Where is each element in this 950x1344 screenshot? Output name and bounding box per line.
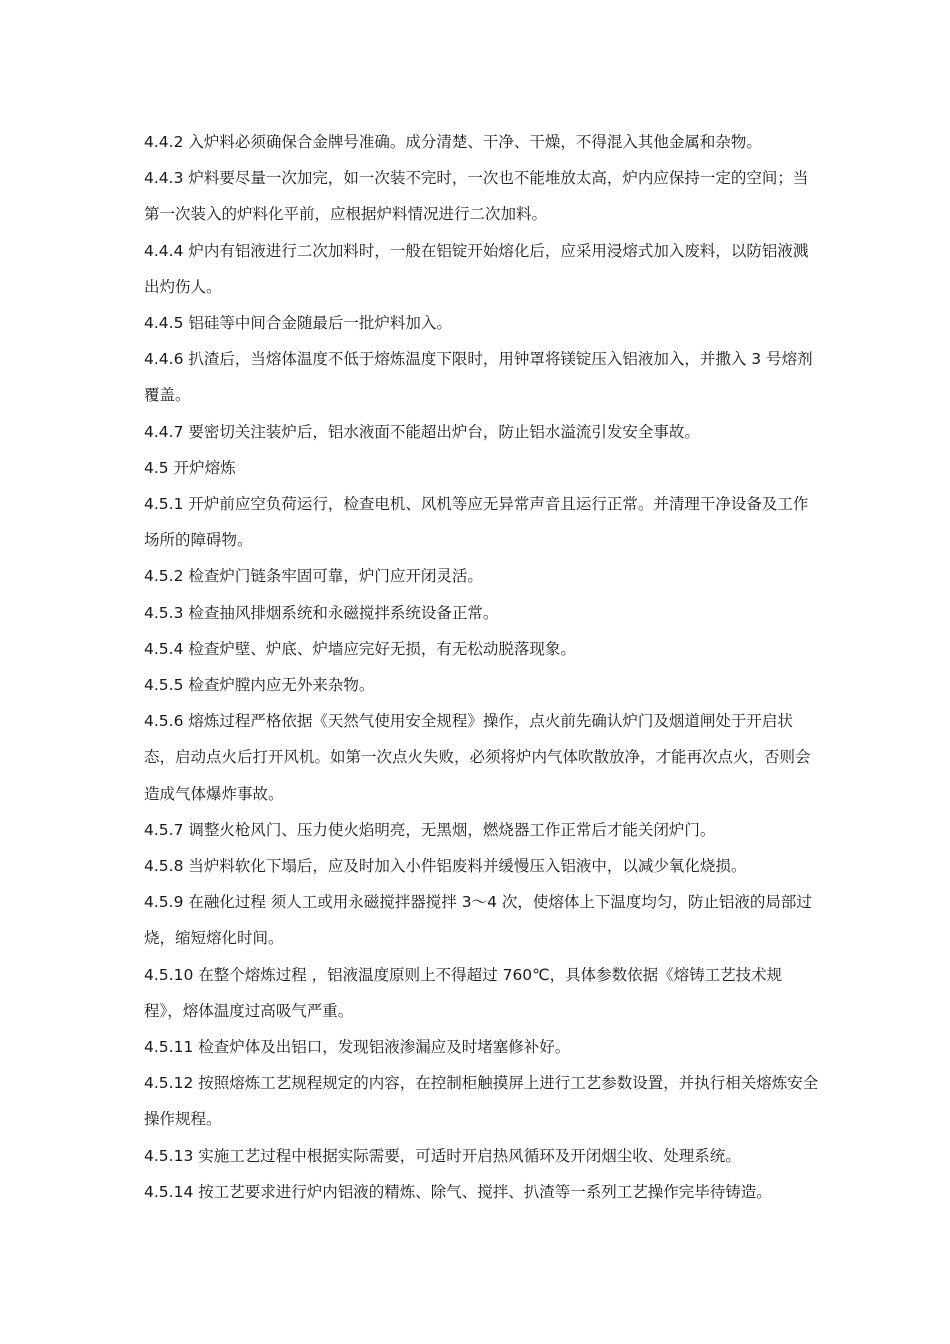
paragraph-4-5-14: 4.5.14 按工艺要求进行炉内铝液的精炼、除气、搅拌、扒渣等一系列工艺操作完毕待铸造。 [144,1182,772,1201]
paragraph-4-5-8: 4.5.8 当炉料软化下塌后，应及时加入小件铝废料并缓慢压入铝液中，以减少氧化烧损。 [144,857,747,876]
paragraph-4-4-3: 4.4.3 炉料要尽量一次加完，如一次装不完时，一次也不能堆放太高，炉内应保持一定的空间；当第一次装入的炉料化平前，应根据炉料情况进行二次加料。 [144,169,809,224]
paragraph-4-5-1: 4.5.1 开炉前应空负荷运行，检查电机、风机等应无异常声音且运行正常。并清理干净设备及工作场所的障碍物。 [144,495,809,550]
document-body [144,124,819,1210]
paragraph-4-5-5: 4.5.5 检查炉膛内应无外来杂物。 [144,676,375,695]
paragraph-4-5-3: 4.5.3 检查抽风排烟系统和永磁搅拌系统设备正常。 [144,603,499,622]
paragraph-4-4-7: 4.4.7 要密切关注装炉后，铝水液面不能超出炉台，防止铝水溢流引发安全事故。 [144,422,700,441]
paragraph-4-5-10: 4.5.10 在整个熔炼过程 ，铝液温度原则上不得超过 760℃，具体参数依据《熔铸工艺技术规程》，熔体温度过高吸气严重。 [144,965,783,1020]
paragraph-4-4-2: 4.4.2 入炉料必须确保合金牌号准确。成分清楚、干净、干燥，不得混入其他金属和杂物。 [144,133,762,151]
paragraph-4-5-7: 4.5.7 调整火枪风门、压力使火焰明亮，无黑烟，燃烧器工作正常后才能关闭炉门。 [144,820,716,839]
paragraph-4-4-6: 4.4.6 扒渣后，当熔体温度不低于熔炼温度下限时，用钟罩将镁锭压入铝液加入，并撒入 3 号熔剂覆盖。 [144,350,813,405]
paragraph-4-5-11: 4.5.11 检查炉体及出铝口，发现铝液渗漏应及时堵塞修补好。 [144,1038,571,1057]
paragraph-4-5-6: 4.5.6 熔炼过程严格依据《天然气使用安全规程》操作，点火前先确认炉门及烟道闸处于开启状态，启动点火后打开风机。如第一次点火失败，必须将炉内气体吹散放净，才能再次点火，否则会造成气体爆炸事故。 [144,712,811,803]
section-heading-4-5: 4.5 开炉熔炼 [144,458,236,477]
paragraph-4-4-4: 4.4.4 炉内有铝液进行二次加料时，一般在铝锭开始熔化后，应采用浸熔式加入废料，以防铝液溅出灼伤人。 [144,241,809,296]
paragraph-4-5-2: 4.5.2 检查炉门链条牢固可靠，炉门应开闭灵活。 [144,567,483,586]
paragraph-4-5-12: 4.5.12 按照熔炼工艺规程规定的内容，在控制柜触摸屏上进行工艺参数设置，并执行相关熔炼安全操作规程。 [144,1074,819,1129]
paragraph-4-5-4: 4.5.4 检查炉壁、炉底、炉墙应完好无损，有无松动脱落现象。 [144,639,576,658]
paragraph-4-4-5: 4.4.5 铝硅等中间合金随最后一批炉料加入。 [144,314,452,333]
paragraph-4-5-13: 4.5.13 实施工艺过程中根据实际需要，可适时开启热风循环及开闭烟尘收、处理系统。 [144,1146,741,1165]
paragraph-4-5-9: 4.5.9 在融化过程 须人工或用永磁搅拌器搅拌 3～4 次，使熔体上下温度均匀，防止铝液的局部过烧，缩短熔化时间。 [144,893,812,948]
